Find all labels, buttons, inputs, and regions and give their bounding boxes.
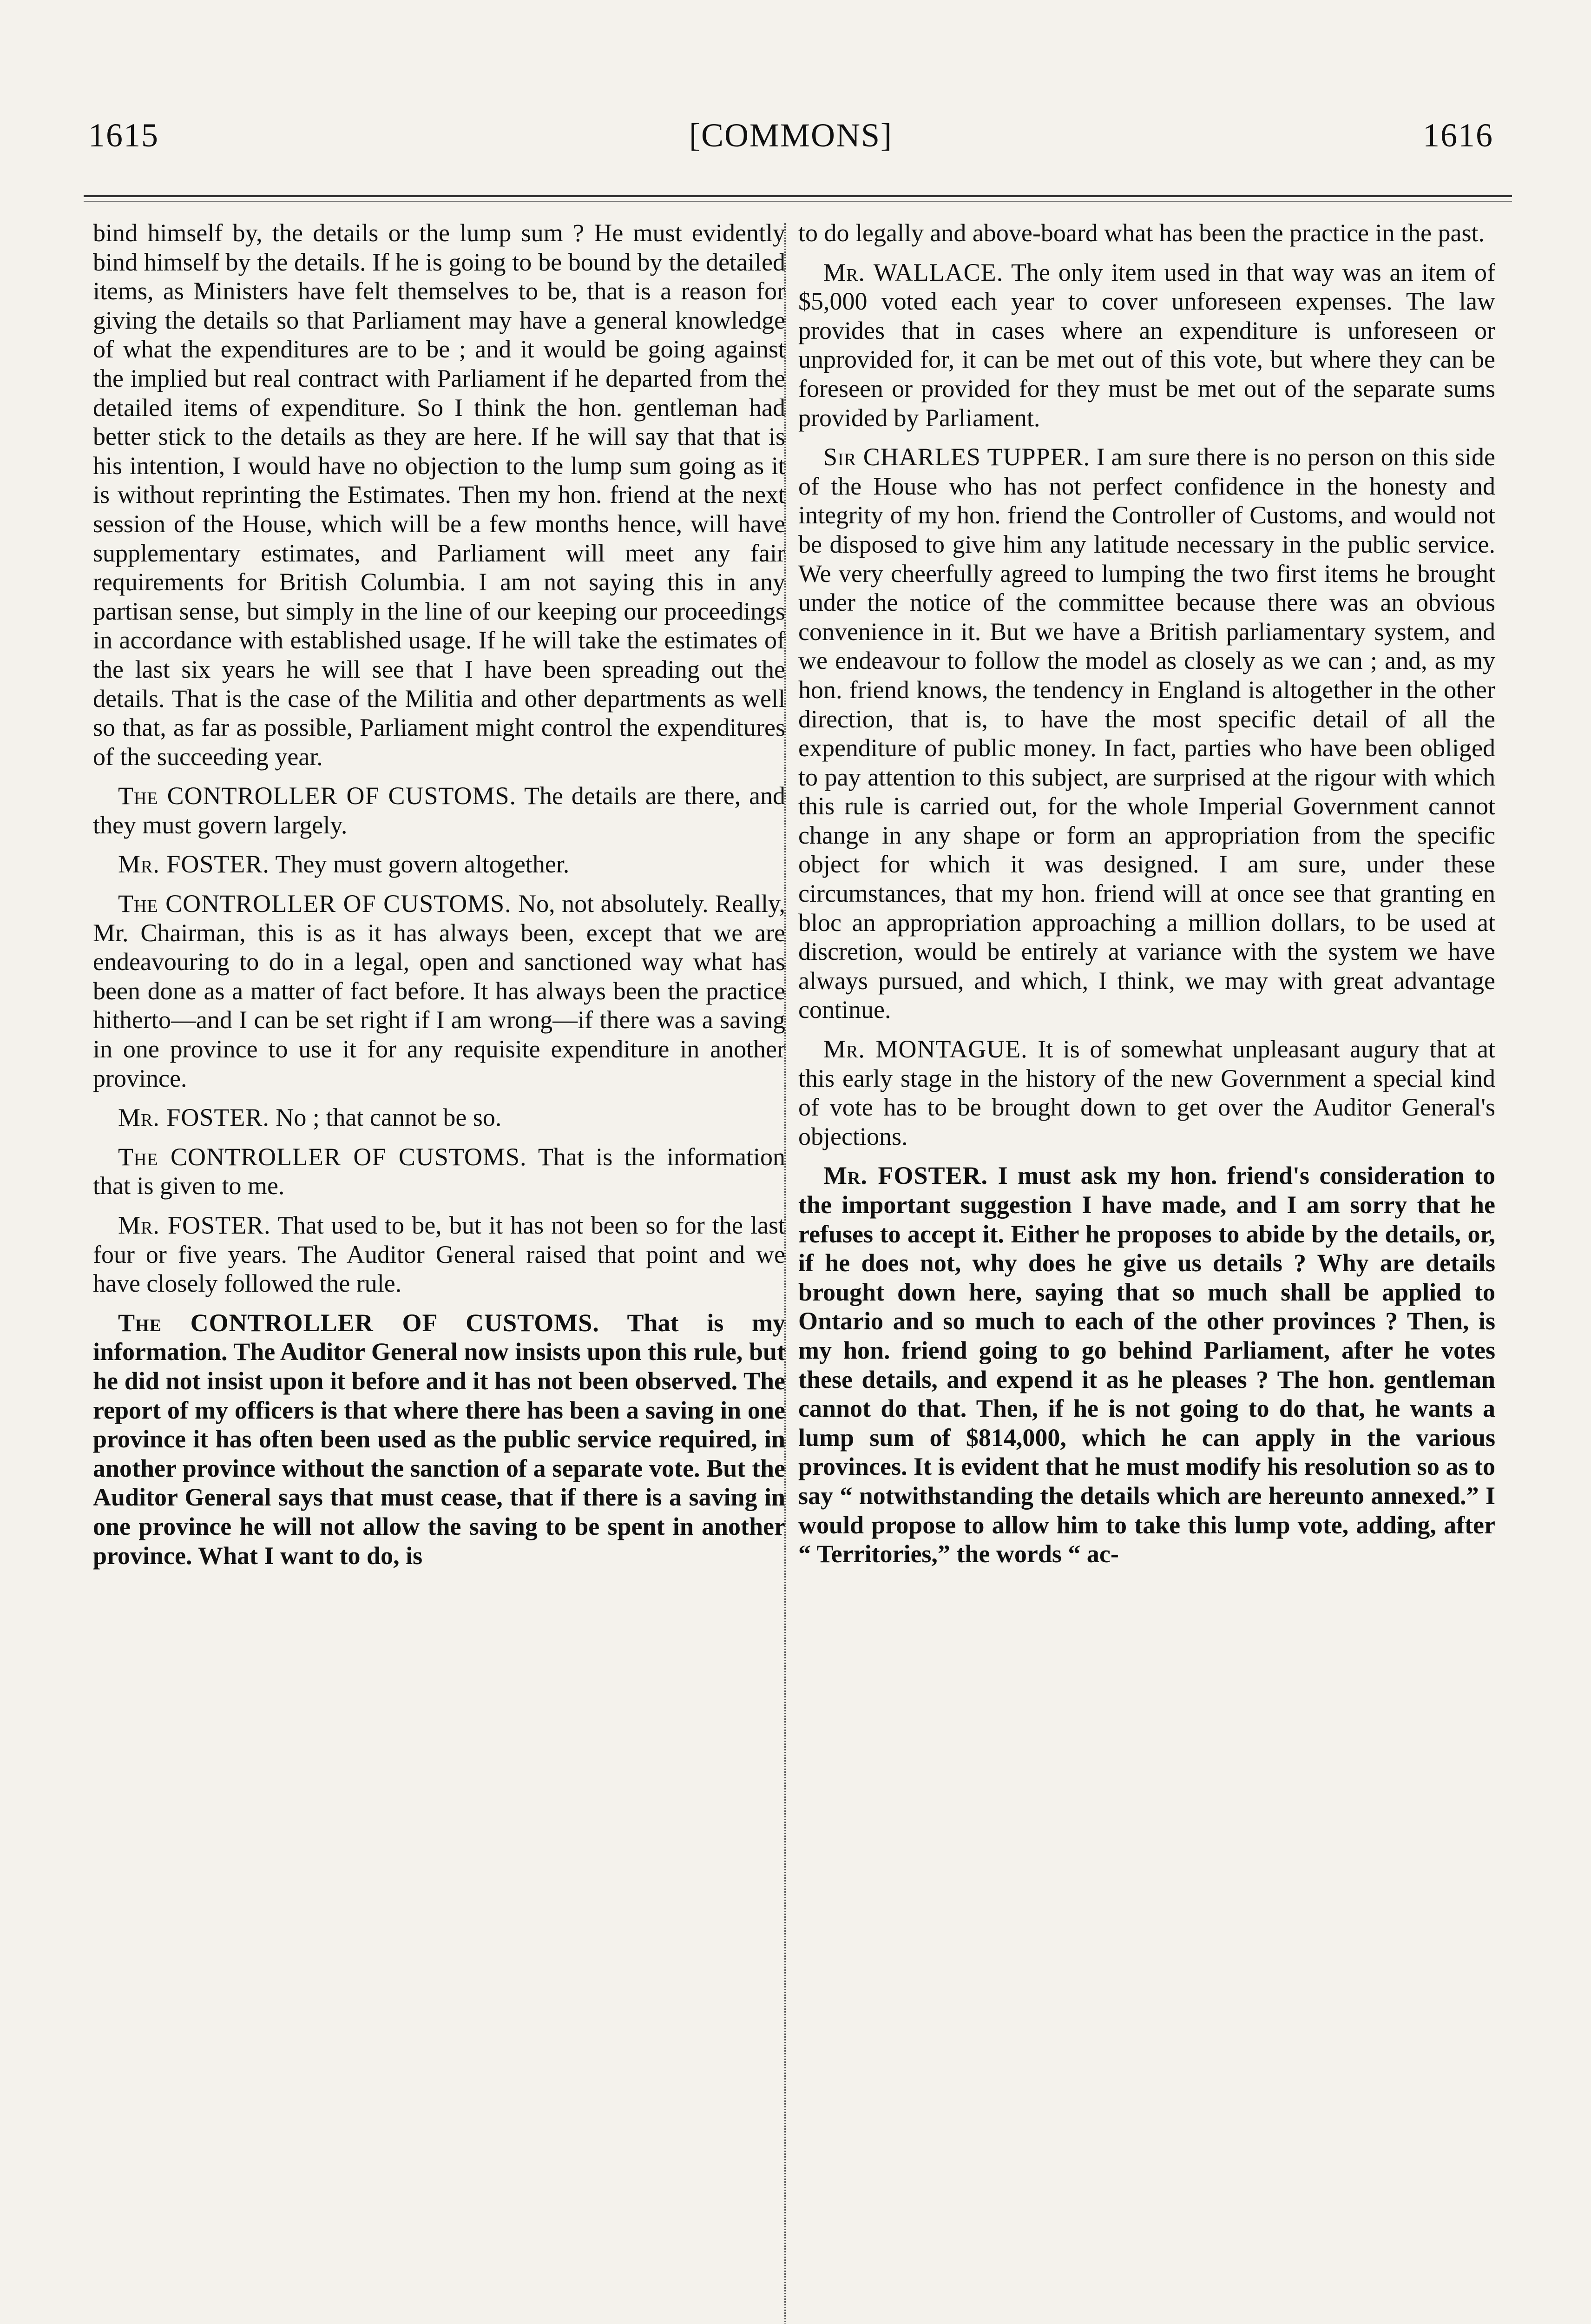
bold-paragraph-block	[93, 1308, 785, 1570]
column-divider	[784, 223, 786, 2324]
paragraph-text: I am sure there is no person on this side of the House who has not perfect confidence in the honesty and integrity of my hon. friend the Controller of Customs, and would not be disposed to give him any latitude necessary in the public service. We very cheerfully agreed to lumping the two first items he brought under the notice of the committee because there was an obvious convenience in it. But we have a British parliamentary system, and we endeavour to follow the model as closely as we can ; and, as my hon. friend knows, the tendency in England is altogether in the other direction, that is, to have the most specific detail of all the expenditure of public money. In fact, parties who have been obliged to pay attention to this subject, are surprised at the rigour with which this rule is carried out, for the whole Imperial Government cannot change in any shape or form an appropriation from the specific object for which it was designed. I am sure, under these circumstances, that my hon. friend will at once see that granting en bloc an appropriation approaching a million dollars, to be used at discretion, would be entirely at variance with the system we have always pursued, and which, I think, we may with great advantage continue.	[798, 443, 1496, 1024]
header-rule-thin	[84, 201, 1512, 202]
paragraph	[93, 850, 785, 879]
paragraph	[93, 1211, 785, 1298]
paragraph-text: That used to be, but it has not been so for the last four or five years. The Auditor General raised that point and we have closely followed the rule.	[93, 1211, 785, 1298]
paragraph	[798, 442, 1495, 1024]
speaker-name: The CONTROLLER OF CUSTOMS.	[118, 782, 517, 810]
paragraph	[93, 218, 785, 771]
speaker-name: The CONTROLLER OF CUSTOMS.	[118, 1308, 599, 1337]
page-number-left: 1615	[88, 117, 159, 154]
paragraph-text: No, not absolutely. Really, Mr. Chairman, this is as it has always been, except that we are endeavouring to do in a legal, open and sanctioned way what has been done as a matter of fact before. It has always been the practice hitherto—and I can be set right if I am wrong—if there was a saving in one province to use it for any requisite expenditure in another province.	[93, 890, 786, 1092]
paragraph	[798, 258, 1495, 433]
speaker-name: Mr. FOSTER.	[118, 1103, 270, 1132]
paragraph-text: They must govern altogether.	[275, 850, 570, 878]
speaker-name: The CONTROLLER OF CUSTOMS.	[118, 1142, 527, 1171]
paragraph	[798, 1035, 1495, 1151]
bold-paragraph-block	[798, 1161, 1495, 1568]
paragraph-text: to do legally and above-board what has been the practice in the past.	[798, 219, 1485, 247]
paragraph	[798, 218, 1495, 248]
running-title: [COMMONS]	[689, 117, 893, 154]
header-rule	[84, 195, 1512, 197]
paragraph	[93, 1142, 785, 1201]
speaker-name: Sir CHARLES TUPPER.	[823, 443, 1091, 471]
paragraph-text: The only item used in that way was an item of $5,000 voted each year to cover unforeseen expenses. The law provides that in cases where an expenditure is unforeseen or unprovided for, it can be met out of this vote, but where they can be foreseen or provided for they must be met out of the separate sums provided by Parliament.	[798, 258, 1496, 432]
speaker-name: Mr. FOSTER.	[118, 850, 270, 878]
paragraph	[798, 1161, 1495, 1568]
right-column	[798, 218, 1495, 1579]
speaker-name: Mr. FOSTER.	[118, 1211, 271, 1239]
paragraph-text: No ; that cannot be so.	[276, 1103, 502, 1132]
speaker-name: Mr. WALLACE.	[823, 258, 1004, 286]
paragraph-text: I must ask my hon. friend's consideration to the important suggestion I have made, and I am sorry that he refuses to accept it. Either he proposes to abide by the details, or, if he does not, why does he give us details ? Why are details brought down here, saying that so much shall be applied to Ontario and so much to each of the other provinces ? Then, is my hon. friend going to go behind Parliament, after he votes these details, and expend it as he pleases ? The hon. gentleman cannot do that. Then, if he is not going to do that, he wants a lump sum of $814,000, which he can apply in the various provinces. It is evident that he must modify his resolution so as to say “ notwithstanding the details which are hereunto annexed.” I would propose to allow him to take this lump vote, adding, after “ Territories,” the words “ ac-	[798, 1162, 1495, 1568]
speaker-name: The CONTROLLER OF CUSTOMS.	[118, 890, 512, 918]
paragraph	[93, 889, 785, 1093]
paragraph-text: bind himself by, the details or the lump sum ? He must evidently bind himself by the details. If he is going to be bound by the detailed items, as Ministers have felt themselves to be, that is a reason for giving the details so that Parliament may have a general knowledge of what the expenditures are to be ; and it would be going against the implied but real contract with Parliament if he departed from the detailed items of expenditure. So I think the hon. gentleman had better stick to the details as they are here. If he will say that that is his intention, I would have no objection to the lump sum going as it is without reprinting the Estimates. Then my hon. friend at the next session of the House, which will be a few months hence, will have supplementary estimates, and Parliament will meet any fair requirements for British Columbia. I am not saying this in any partisan sense, but simply in the line of our keeping our proceedings in accordance with established usage. If he will take the estimates of the last six years he will see that I have been spreading out the details. That is the case of the Militia and other departments as well so that, as far as possible, Parliament might control the expenditures of the succeeding year.	[93, 219, 785, 771]
speaker-name: Mr. MONTAGUE.	[823, 1035, 1028, 1063]
paragraph	[93, 781, 785, 839]
page-header	[88, 116, 1493, 155]
paragraph-text: It is of somewhat unpleasant augury that at this early stage in the history of the new Government a special kind of vote has to be brought down to get over the Auditor General's objections.	[798, 1035, 1496, 1150]
page-number-right: 1616	[1422, 117, 1493, 154]
speaker-name: Mr. FOSTER.	[823, 1162, 988, 1190]
paragraph	[93, 1103, 785, 1132]
left-column	[93, 218, 785, 1580]
paragraph	[93, 1308, 785, 1570]
paragraph-text: That is the information that is given to me.	[93, 1142, 786, 1200]
paragraph-text: That is my information. The Auditor General now insists upon this rule, but he did not insist upon it before and it has not been observed. The report of my officers is that where there has been a saving in one province it has often been used as the public service required, in another province without the sanction of a separate vote. But the Auditor General says that must cease, that if there is a saving in one province he will not allow the saving to be spent in another province. What I want to do, is	[93, 1308, 785, 1570]
paragraph-text: The details are there, and they must govern largely.	[93, 782, 785, 839]
